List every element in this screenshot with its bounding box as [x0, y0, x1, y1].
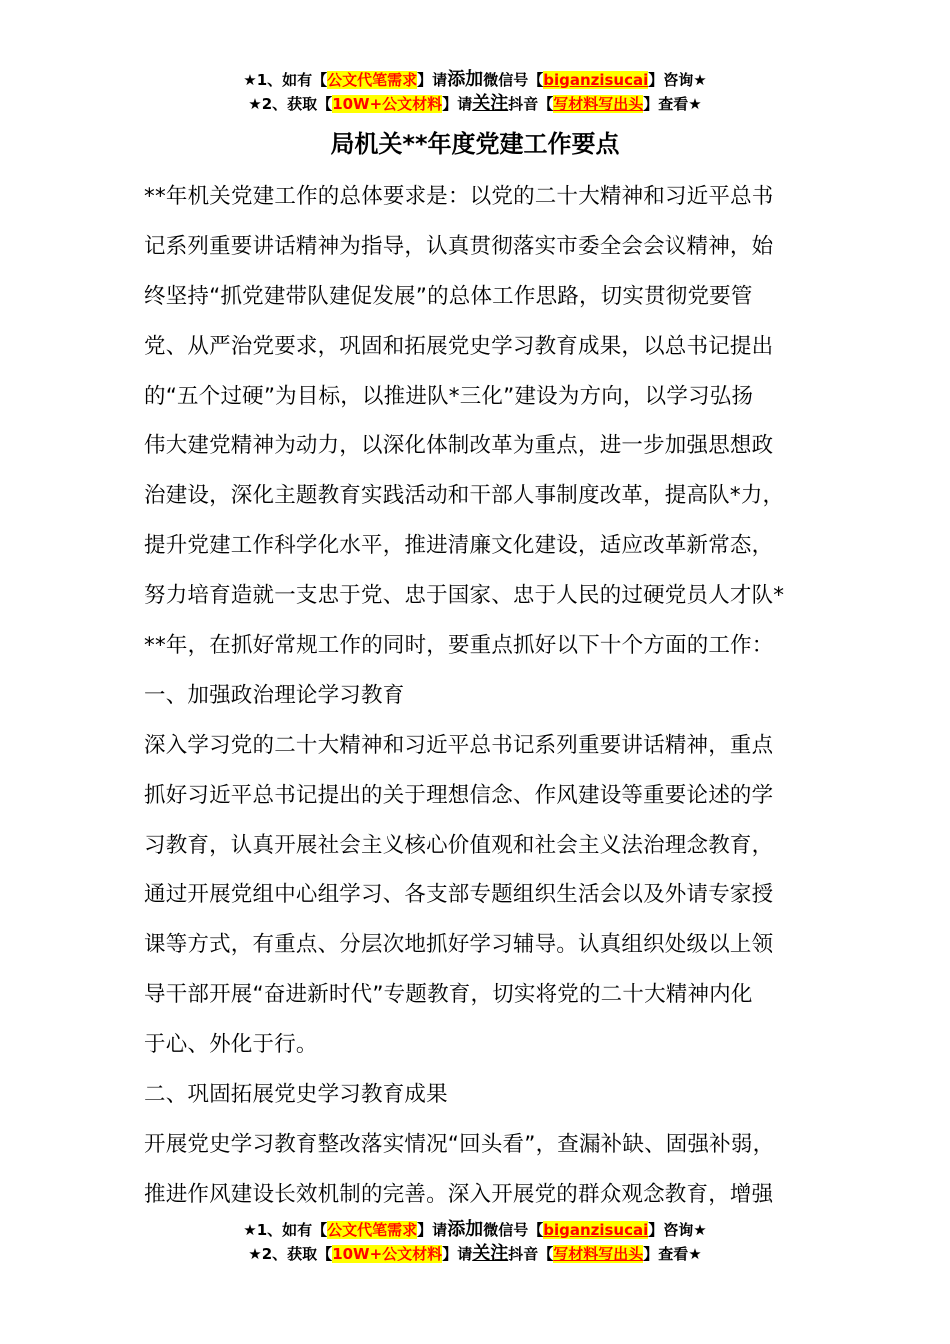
promo-emphasis: 关注	[472, 1243, 509, 1264]
promo-douyin-name: 写材料写出头	[553, 95, 644, 113]
body-line: 治建设，深化主题教育实践活动和干部人事制度改革，提高队*力，	[144, 483, 785, 509]
promo-text: ★1、如有【	[243, 1221, 328, 1239]
promo-wechat-id: biganzisucai	[543, 1221, 649, 1239]
promo-line-2	[0, 92, 950, 116]
body-line: 伟大建党精神为动力，以深化体制改革为重点，进一步加强思想政	[144, 433, 774, 459]
body-line: **年，在抓好常规工作的同时，要重点抓好以下十个方面的工作：	[144, 633, 774, 659]
body-line: 课等方式，有重点、分层次地抓好学习辅导。认真组织处级以上领	[144, 932, 774, 958]
promo-wechat-id: biganzisucai	[543, 71, 649, 89]
promo-banner-bottom	[0, 1218, 950, 1266]
body-line: 终坚持“抓党建带队建促发展”的总体工作思路，切实贯彻党要管	[144, 283, 753, 309]
promo-text: 微信号【	[483, 1221, 544, 1239]
promo-line-1	[0, 68, 950, 92]
promo-text: 】请	[442, 1245, 473, 1263]
promo-text: 】咨询★	[648, 1221, 707, 1239]
promo-douyin-name: 写材料写出头	[553, 1245, 644, 1263]
body-line: 党、从严治党要求，巩固和拓展党史学习教育成果，以总书记提出	[144, 333, 774, 359]
promo-highlight: 公文代笔需求	[327, 1221, 418, 1239]
body-line: 导干部开展“奋进新时代”专题教育，切实将党的二十大精神内化	[144, 982, 753, 1008]
promo-emphasis: 添加	[447, 69, 484, 90]
body-line: 努力培育造就一支忠于党、忠于国家、忠于人民的过硬党员人才队*	[144, 583, 785, 609]
promo-line-2	[0, 1242, 950, 1266]
document-title: 局机关**年度党建工作要点	[330, 130, 620, 158]
promo-text: 】查看★	[643, 95, 702, 113]
body-line: 的“五个过硬”为目标，以推进队*三化”建设为方向，以学习弘扬	[144, 383, 754, 409]
promo-text: ★2、获取【	[248, 95, 333, 113]
promo-text: 抖音【	[508, 95, 554, 113]
promo-emphasis: 添加	[447, 1219, 484, 1240]
promo-text: 】请	[417, 1221, 448, 1239]
body-line: 记系列重要讲话精神为指导，认真贯彻落实市委全会会议精神，始	[144, 233, 774, 259]
body-line: 通过开展党组中心组学习、各支部专题组织生活会以及外请专家授	[144, 882, 774, 908]
promo-highlight: 10W+公文材料	[332, 1245, 443, 1263]
promo-text: 】请	[442, 95, 473, 113]
promo-text: 抖音【	[508, 1245, 554, 1263]
body-line: 提升党建工作科学化水平，推进清廉文化建设，适应改革新常态，	[144, 533, 774, 559]
promo-text: 】查看★	[643, 1245, 702, 1263]
promo-text: ★1、如有【	[243, 71, 328, 89]
promo-text: 】咨询★	[648, 71, 707, 89]
body-line: 深入学习党的二十大精神和习近平总书记系列重要讲话精神，重点	[144, 732, 774, 758]
body-line: 抓好习近平总书记提出的关于理想信念、作风建设等重要论述的学	[144, 782, 774, 808]
promo-highlight: 10W+公文材料	[332, 95, 443, 113]
body-line: 二、巩固拓展党史学习教育成果	[144, 1082, 448, 1108]
body-line: 推进作风建设长效机制的完善。深入开展党的群众观念教育，增强	[144, 1181, 774, 1207]
promo-highlight: 公文代笔需求	[327, 71, 418, 89]
promo-banner-top	[0, 68, 950, 116]
body-line: 习教育，认真开展社会主义核心价值观和社会主义法治理念教育，	[144, 832, 774, 858]
promo-text: ★2、获取【	[248, 1245, 333, 1263]
document-body	[144, 172, 824, 1220]
body-line: 一、加强政治理论学习教育	[144, 682, 405, 708]
body-line: 开展党史学习教育整改落实情况“回头看”，查漏补缺、固强补弱，	[144, 1131, 775, 1157]
body-line: 于心、外化于行。	[144, 1032, 318, 1058]
promo-text: 微信号【	[483, 71, 544, 89]
promo-line-1	[0, 1218, 950, 1242]
promo-text: 】请	[417, 71, 448, 89]
body-line: **年机关党建工作的总体要求是：以党的二十大精神和习近平总书	[144, 184, 774, 209]
promo-emphasis: 关注	[472, 93, 509, 114]
